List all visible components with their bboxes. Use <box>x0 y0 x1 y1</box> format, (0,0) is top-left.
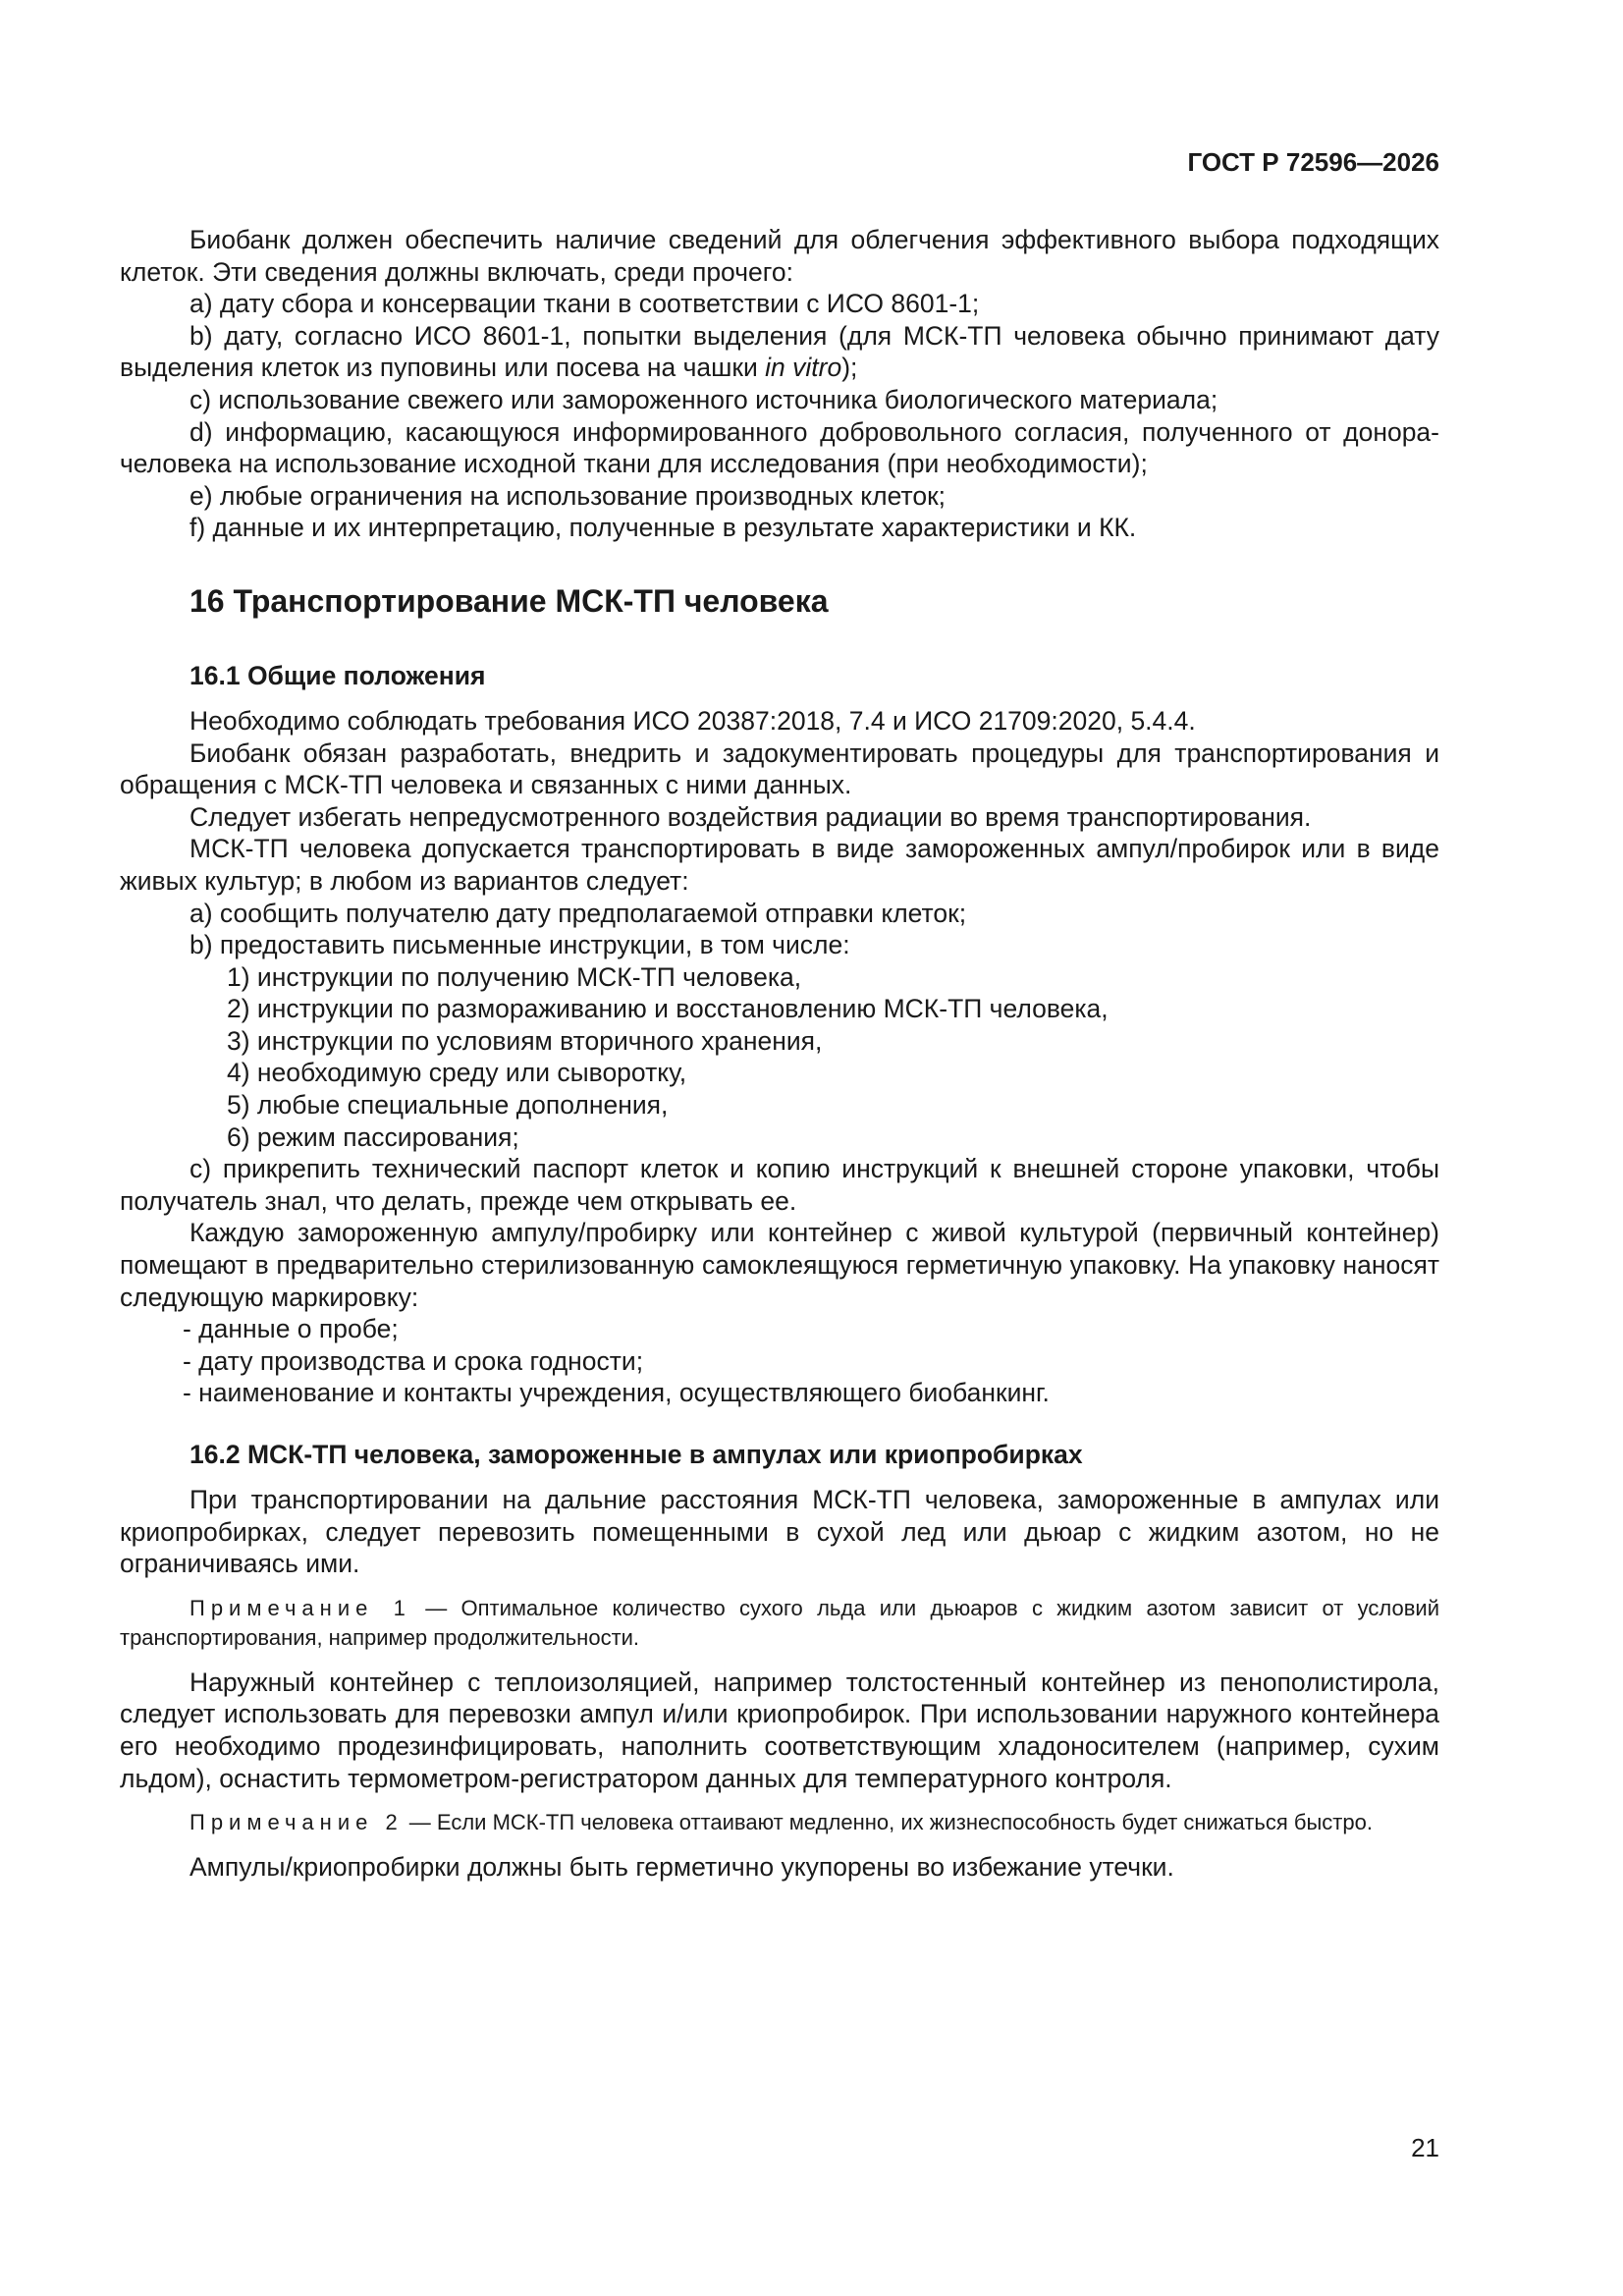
s1-item-c: c) прикрепить технический паспорт клеток и копию инструкций к внешней стороне упаковки, чтобы получатель знал, что делать, прежде чем открывать ее. <box>120 1154 1439 1216</box>
s1-item-a: a) сообщить получателю дату предполагаемой отправки клеток; <box>189 898 967 928</box>
note-1-label: Примечание 1 <box>189 1595 411 1620</box>
section-16-2-title: 16.2 МСК-ТП человека, замороженные в ампулах или криопробирках <box>189 1440 1083 1469</box>
s1-dash-1: - данные о пробе; <box>183 1314 399 1344</box>
note-1 <box>120 1594 1439 1653</box>
list-item-f: f) данные и их интерпретацию, полученные в результате характеристики и КК. <box>189 513 1137 543</box>
s1-subitem-1: 1) инструкции по получению МСК-ТП человека, <box>227 961 802 992</box>
s1-subitem-3: 3) инструкции по условиям вторичного хранения, <box>227 1025 823 1056</box>
s1-paragraph-4: МСК-ТП человека допускается транспортировать в виде замороженных ампул/пробирок или в виде живых культур; в любом из вариантов следует: <box>120 834 1439 896</box>
list-item-a: a) дату сбора и консервации ткани в соответствии с ИСО 8601-1; <box>189 289 980 319</box>
s2-paragraph-3: Ампулы/криопробирки должны быть герметично укупорены во избежание утечки. <box>189 1852 1174 1883</box>
document-id-header: ГОСТ Р 72596—2026 <box>1187 147 1439 177</box>
s1-paragraph-2: Биобанк обязан разработать, внедрить и задокументировать процедуры для транспортирования и обращения с МСК-ТП человека и связанных с ними данных. <box>120 738 1439 800</box>
s1-subitem-6: 6) режим пассирования; <box>227 1121 519 1152</box>
s2-paragraph-1: При транспортировании на дальние расстояния МСК-ТП человека, замороженные в ампулах или криопробирках, следует перевозить помещенными в сухой лед или дьюар с жидким азотом, но не ограничиваясь ими. <box>120 1485 1439 1579</box>
s1-paragraph-1: Необходимо соблюдать требования ИСО 20387:2018, 7.4 и ИСО 21709:2020, 5.4.4. <box>189 705 1196 736</box>
list-item-d: d) информацию, касающуюся информированного добровольного согласия, полученного от донора-человека на использование исходной ткани для исследования (при необходимости); <box>120 416 1439 479</box>
page-number: 21 <box>1411 2133 1439 2162</box>
list-item-e: e) любые ограничения на использование производных клеток; <box>189 480 947 511</box>
s1-paragraph-3: Следует избегать непредусмотренного воздействия радиации во время транспортирования. <box>189 801 1312 832</box>
note-2-label: Примечание 2 <box>189 1810 404 1835</box>
s1-paragraph-5: Каждую замороженную ампулу/пробирку или контейнер с живой культурой (первичный контейнер) помещают в предварительно стерилизованную самоклеящуюся герметичную упаковку. На упаковку наносят следующую маркировку: <box>120 1218 1439 1312</box>
list-item-b-text: b) дату, согласно ИСО 8601-1, попытки выделения (для МСК-ТП человека обычно принимают дату выделения клеток из пуповины или посева на чашки <box>120 320 1439 383</box>
intro-paragraph: Биобанк должен обеспечить наличие сведений для облегчения эффективного выбора подходящих клеток. Эти сведения должны включать, среди прочего: <box>120 225 1439 287</box>
s1-dash-3: - наименование и контакты учреждения, осуществляющего биобанкинг. <box>183 1378 1050 1408</box>
s1-dash-2: - дату производства и срока годности; <box>183 1345 644 1376</box>
list-item-b <box>120 320 1439 384</box>
list-item-c: c) использование свежего или замороженного источника биологического материала; <box>189 384 1218 414</box>
s1-subitem-5: 5) любые специальные дополнения, <box>227 1090 669 1121</box>
section-16-1-title: 16.1 Общие положения <box>189 660 486 690</box>
s2-paragraph-2: Наружный контейнер с теплоизоляцией, например толстостенный контейнер из пенополистирола, следует использовать для перевозки ампул и/или криопробирок. При использовании наружного контейнера его необходимо продезинфицировать, наполнить соответствующим хладоносителем (например, сухим льдом), оснастить термометром-регистратором данных для температурного контроля. <box>120 1667 1439 1793</box>
note-2 <box>120 1808 1439 1837</box>
page-content <box>120 224 1439 1884</box>
in-vitro-italic: in vitro <box>765 353 842 383</box>
s1-subitem-4: 4) необходимую среду или сыворотку, <box>227 1058 687 1088</box>
section-16-title: 16 Транспортирование МСК-ТП человека <box>189 582 829 619</box>
s1-subitem-2: 2) инструкции по размораживанию и восстановлению МСК-ТП человека, <box>227 994 1109 1024</box>
note-1-text: — Оптимальное количество сухого льда или дьюаров с жидким азотом зависит от условий транспортирования, например продолжительности. <box>120 1595 1439 1650</box>
note-2-text: — Если МСК-ТП человека оттаивают медленно, их жизнеспособность будет снижаться быстро. <box>403 1810 1373 1835</box>
list-item-b-tail: ); <box>841 353 858 383</box>
s1-item-b: b) предоставить письменные инструкции, в том числе: <box>189 930 850 960</box>
